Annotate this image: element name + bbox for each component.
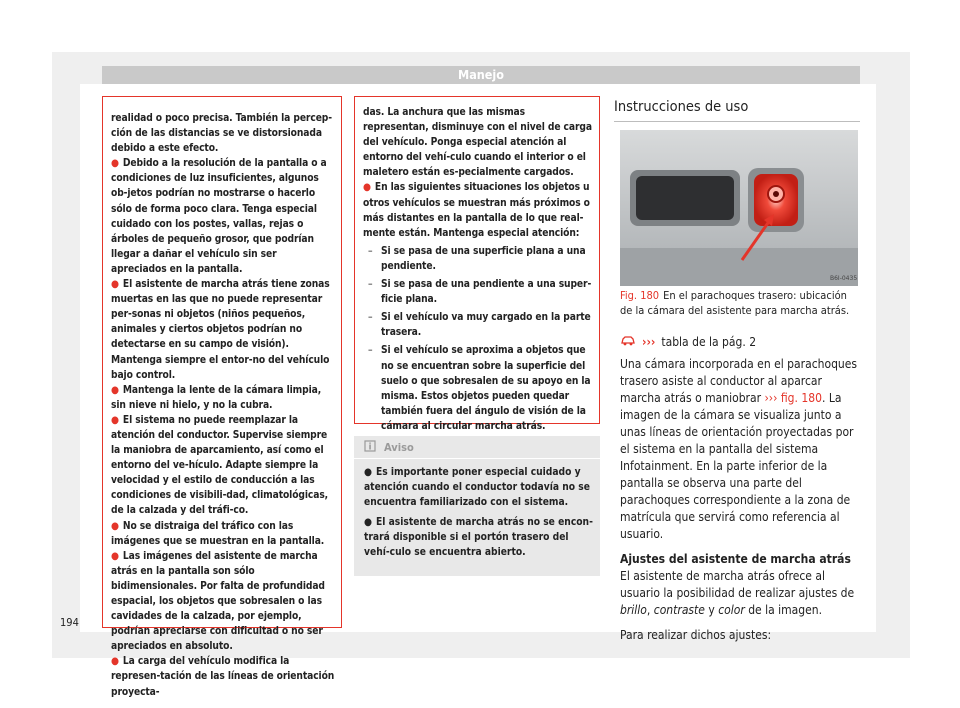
section-header: Manejo: [102, 66, 860, 84]
figure-code: B6I-0435: [830, 275, 858, 282]
subheading: Ajustes del asistente de marcha atrás: [620, 552, 851, 566]
warning-box-column-1: [102, 96, 342, 698]
warning-bullet: ● El sistema no puede reemplazar la atención del conductor. Supervise siempre la maniobra de aparcamiento, así como el entorno del ve-hículo. Adapte siempre la velocidad y el estilo de conducción a las condiciones de visibili-dad, climatológicas, de la calzada y del tráfi-co.: [111, 414, 329, 517]
paragraph-camera: Una cámara incorporada en el parachoques trasero asiste al conductor al aparcar marcha atrás o maniobrar ››› fig. 180. La imagen de la cámara se visualiza junto a unas líneas de orientación proyectadas por el sistema en la pantalla del sistema Infotainment. En la parte inferior de la pantalla se observa una parte del parachoques correspondiente a la zona de matrícula que servirá como referencia al usuario.: [620, 357, 858, 541]
instructions-body: [620, 356, 860, 652]
paragraph-steps: Para realizar dichos ajustes:: [620, 628, 772, 642]
warning-bullet: ● El asistente de marcha atrás tiene zonas muertas en las que no puede representar per-sonas ni objetos (niños pequeños, animales y ciertos objetos podrían no detectarse en su campo de visión). Mantenga siempre el entor-no del vehículo bajo control.: [111, 279, 330, 381]
bullet-icon: ●: [111, 158, 119, 170]
figure-label: Fig. 180: [620, 289, 660, 302]
reference-arrows: ›››: [642, 334, 656, 349]
dash-item: – Si el vehículo se aproxima a objetos que no se encuentran sobre la superficie del suelo o que sobresalen de su apoyo en la misma. Estos objetos pueden quedar también fuera del ángulo de visión de la cámara al circular marcha atrás.: [363, 343, 593, 434]
svg-text:i: i: [368, 442, 372, 452]
camera-location-figure: [620, 130, 858, 286]
bullet-icon: ●: [111, 656, 119, 668]
warning-bullet: ● No se distraiga del tráfico con las imágenes que se muestran en la pantalla.: [111, 520, 325, 547]
warning-intro: realidad o poco precisa. También la percep-ción de las distancias se ve distorsionada debido a este efecto.: [111, 113, 332, 155]
note-bullet: ● Es importante poner especial cuidado y atención cuando el conductor todavía no se encuentra familiarizado con el sistema.: [364, 467, 590, 509]
warning-continuation: das. La anchura que las mismas representan, disminuye con el nivel de carga del vehículo. Ponga especial atención al entorno del vehí-culo cuando el interior o el maletero están es-pecialmente cargados.: [363, 107, 592, 179]
bullet-icon: ●: [364, 517, 372, 529]
note-title: Aviso: [384, 440, 414, 454]
warning-bullet: ● La carga del vehículo modifica la represen-tación de las líneas de orientación proyecta-: [111, 656, 335, 698]
car-icon: [620, 334, 636, 349]
dash-item: – Si se pasa de una pendiente a una super-ficie plana.: [363, 277, 593, 307]
note-bullet: ● El asistente de marcha atrás no se encon-trará disponible si el portón trasero del vehí-culo se encuentra abierto.: [364, 517, 593, 559]
section-title: Instrucciones de uso: [614, 99, 860, 122]
warning-bullet: ● Mantenga la lente de la cámara limpia, sin nieve ni hielo, y no la cubra.: [111, 384, 322, 411]
dash-item: – Si el vehículo va muy cargado en la parte trasera.: [363, 310, 593, 340]
warning-box-column-2: [354, 96, 600, 432]
paragraph-settings: El asistente de marcha atrás ofrece al usuario la posibilidad de realizar ajustes de brillo, contraste y color de la imagen.: [620, 569, 855, 617]
note-box: [354, 436, 600, 576]
table-reference[interactable]: [620, 334, 860, 349]
reference-text: tabla de la pág. 2: [661, 334, 757, 349]
dash-item: – Si se pasa de una superficie plana a una pendiente.: [363, 244, 593, 274]
note-body: [354, 459, 600, 561]
note-header: [354, 436, 600, 459]
figure-link[interactable]: ››› fig. 180: [764, 391, 822, 405]
bumper-camera-illustration: [620, 130, 858, 286]
note-icon: [364, 440, 376, 455]
figure-caption: Fig. 180 En el parachoques trasero: ubicación de la cámara del asistente para marcha atrás.: [620, 289, 850, 317]
warning-bullet: ● Debido a la resolución de la pantalla o a condiciones de luz insuficientes, algunos ob-jetos podrían no mostrarse o hacerlo sólo de forma poco clara. Tenga especial cuidado con los postes, vallas, rejas o árboles de pequeño grosor, que podrían llegar a dañar el vehículo sin ser apreciados en la pantalla.: [111, 158, 327, 275]
warning-bullet: ● En las siguientes situaciones los objetos u otros vehículos se muestran más próximos o más distantes en la pantalla de lo que real-mente están. Mantenga especial atención:: [363, 182, 590, 239]
bullet-icon: ●: [364, 467, 372, 478]
page-number: 194: [60, 616, 79, 629]
bullet-icon: ●: [111, 520, 119, 532]
bullet-icon: ●: [111, 279, 119, 291]
warning-bullet: ● Las imágenes del asistente de marcha atrás en la pantalla son sólo bidimensionales. Por falta de profundidad espacial, los objetos que sobresalen o las cavidades de la calzada, por ejemplo, podrían apreciarse con dificultad o no ser apreciados en absoluto.: [111, 550, 325, 653]
bullet-icon: ●: [363, 182, 371, 194]
bullet-icon: ●: [111, 414, 119, 426]
bullet-icon: ●: [111, 550, 119, 562]
bullet-icon: ●: [111, 384, 119, 396]
